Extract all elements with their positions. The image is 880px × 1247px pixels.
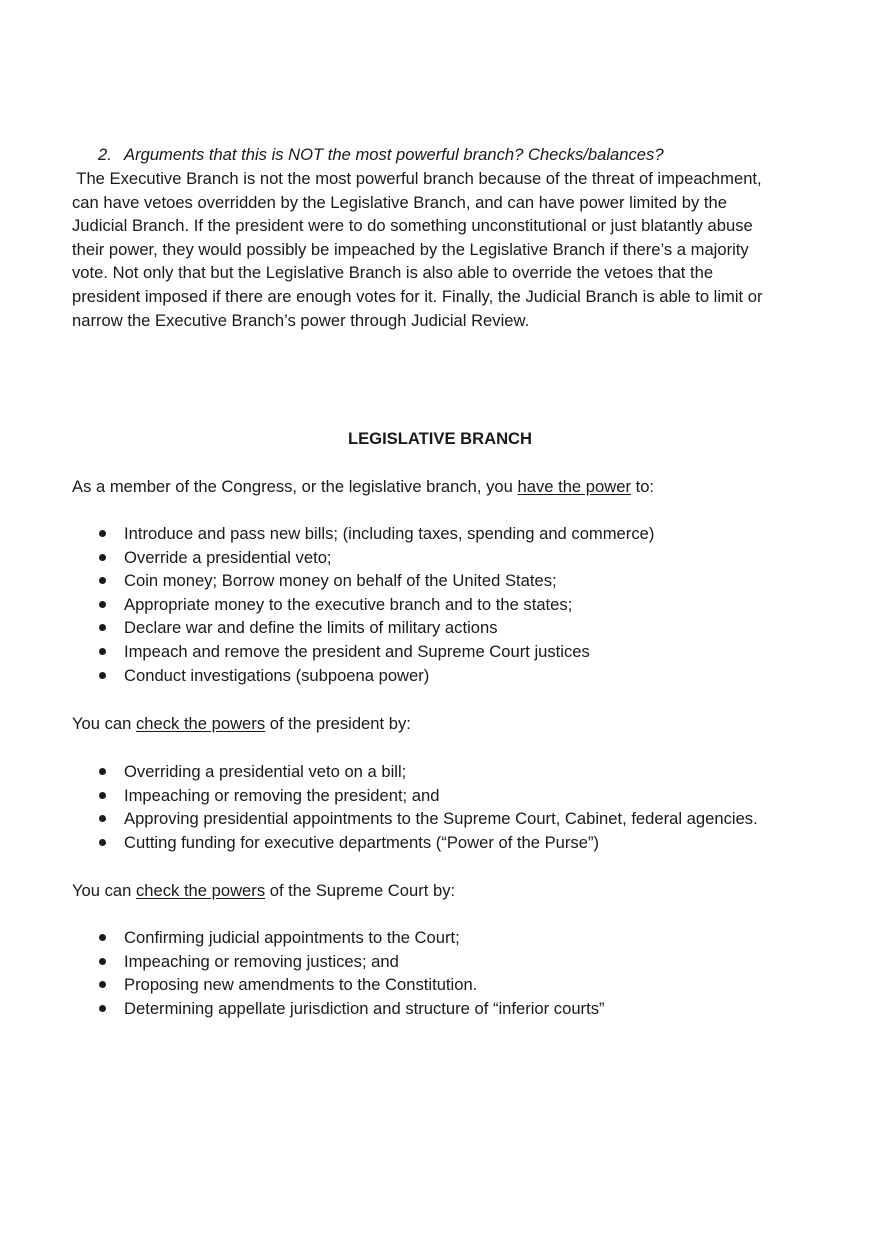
powers-intro-after: to: <box>630 477 655 496</box>
list-item-text: Cutting funding for executive departments (“Power of the Purse”) <box>124 832 599 852</box>
list-item-text: Appropriate money to the executive branch and to the states; <box>124 594 573 614</box>
answer-line: their power, they would possibly be impeached by the Legislative Branch if there’s a majority <box>72 239 749 259</box>
list-item <box>0 546 654 570</box>
list-item <box>0 522 654 546</box>
question-number: 2. <box>98 145 112 164</box>
list-item <box>0 616 654 640</box>
list-item-text: Approving presidential appointments to the Supreme Court, Cabinet, federal agencies. <box>124 809 758 829</box>
answer-line: vote. Not only that but the Legislative Branch is also able to override the vetoes that the <box>72 263 714 283</box>
bullet-icon <box>99 934 106 941</box>
president-intro-before: You can <box>72 714 136 733</box>
powers-intro <box>72 475 654 498</box>
list-item-text: Override a presidential veto; <box>124 547 332 567</box>
court-intro-before: You can <box>72 881 136 900</box>
bullet-icon <box>99 577 106 584</box>
bullet-icon <box>99 624 106 631</box>
bullet-icon <box>99 1005 106 1012</box>
bullet-icon <box>99 768 106 775</box>
list-item-text: Impeaching or removing the president; and <box>124 785 440 805</box>
bullet-icon <box>99 672 106 679</box>
bullet-icon <box>99 815 106 822</box>
list-item <box>0 973 605 997</box>
list-item-text: Conduct investigations (subpoena power) <box>124 665 430 685</box>
bullet-icon <box>99 792 106 799</box>
answer-line: can have vetoes overridden by the Legislative Branch, and can have power limited by the <box>72 192 727 212</box>
president-intro <box>72 712 411 735</box>
bullet-icon <box>99 958 106 965</box>
list-item-text: Determining appellate jurisdiction and structure of “inferior courts” <box>124 998 605 1018</box>
section-title: LEGISLATIVE BRANCH <box>347 429 533 448</box>
bullet-icon <box>99 530 106 537</box>
answer-line: Judicial Branch. If the president were to do something unconstitutional or just blatantly abuse <box>72 216 753 236</box>
list-item-text: Overriding a presidential veto on a bill; <box>124 762 407 781</box>
bullet-icon <box>99 648 106 655</box>
list-item <box>0 926 605 950</box>
list-item-text: Declare war and define the limits of military actions <box>124 618 498 638</box>
powers-list <box>0 522 654 687</box>
bullet-icon <box>99 601 106 608</box>
list-item <box>0 640 654 664</box>
list-item-text: Impeaching or removing justices; and <box>124 951 399 971</box>
list-item-text: Proposing new amendments to the Constitution. <box>124 975 478 995</box>
bullet-icon <box>99 981 106 988</box>
question-text: Arguments that this is NOT the most powerful branch? Checks/balances? <box>124 145 664 164</box>
president-intro-underlined: check the powers <box>135 714 266 733</box>
list-item <box>0 593 654 617</box>
list-item-text: Confirming judicial appointments to the Court; <box>124 928 460 947</box>
list-item <box>0 664 654 688</box>
court-checks-list <box>0 926 605 1020</box>
powers-intro-before: As a member of the Congress, or the legislative branch, you <box>72 477 518 496</box>
list-item <box>0 807 758 831</box>
court-intro-underlined: check the powers <box>135 881 266 900</box>
answer-line: president imposed if there are enough votes for it. Finally, the Judicial Branch is able to limit or <box>72 286 763 306</box>
court-intro-after: of the Supreme Court by: <box>265 881 456 900</box>
question-heading <box>98 143 664 166</box>
list-item <box>0 997 605 1021</box>
bullet-icon <box>99 839 106 846</box>
answer-paragraph <box>72 167 812 332</box>
list-item <box>0 569 654 593</box>
list-item-text: Impeach and remove the president and Supreme Court justices <box>124 641 590 661</box>
court-intro <box>72 879 455 902</box>
list-item-text: Coin money; Borrow money on behalf of the United States; <box>124 571 557 591</box>
president-checks-list <box>0 760 758 854</box>
list-item <box>0 760 758 784</box>
list-item <box>0 831 758 855</box>
list-item-text: Introduce and pass new bills; (including taxes, spending and commerce) <box>124 524 655 543</box>
list-item <box>0 950 605 974</box>
answer-line: narrow the Executive Branch’s power through Judicial Review. <box>72 310 530 330</box>
answer-line: The Executive Branch is not the most powerful branch because of the threat of impeachment, <box>72 169 762 188</box>
powers-intro-underlined: have the power <box>517 477 631 496</box>
bullet-icon <box>99 554 106 561</box>
list-item <box>0 784 758 808</box>
president-intro-after: of the president by: <box>265 714 411 733</box>
